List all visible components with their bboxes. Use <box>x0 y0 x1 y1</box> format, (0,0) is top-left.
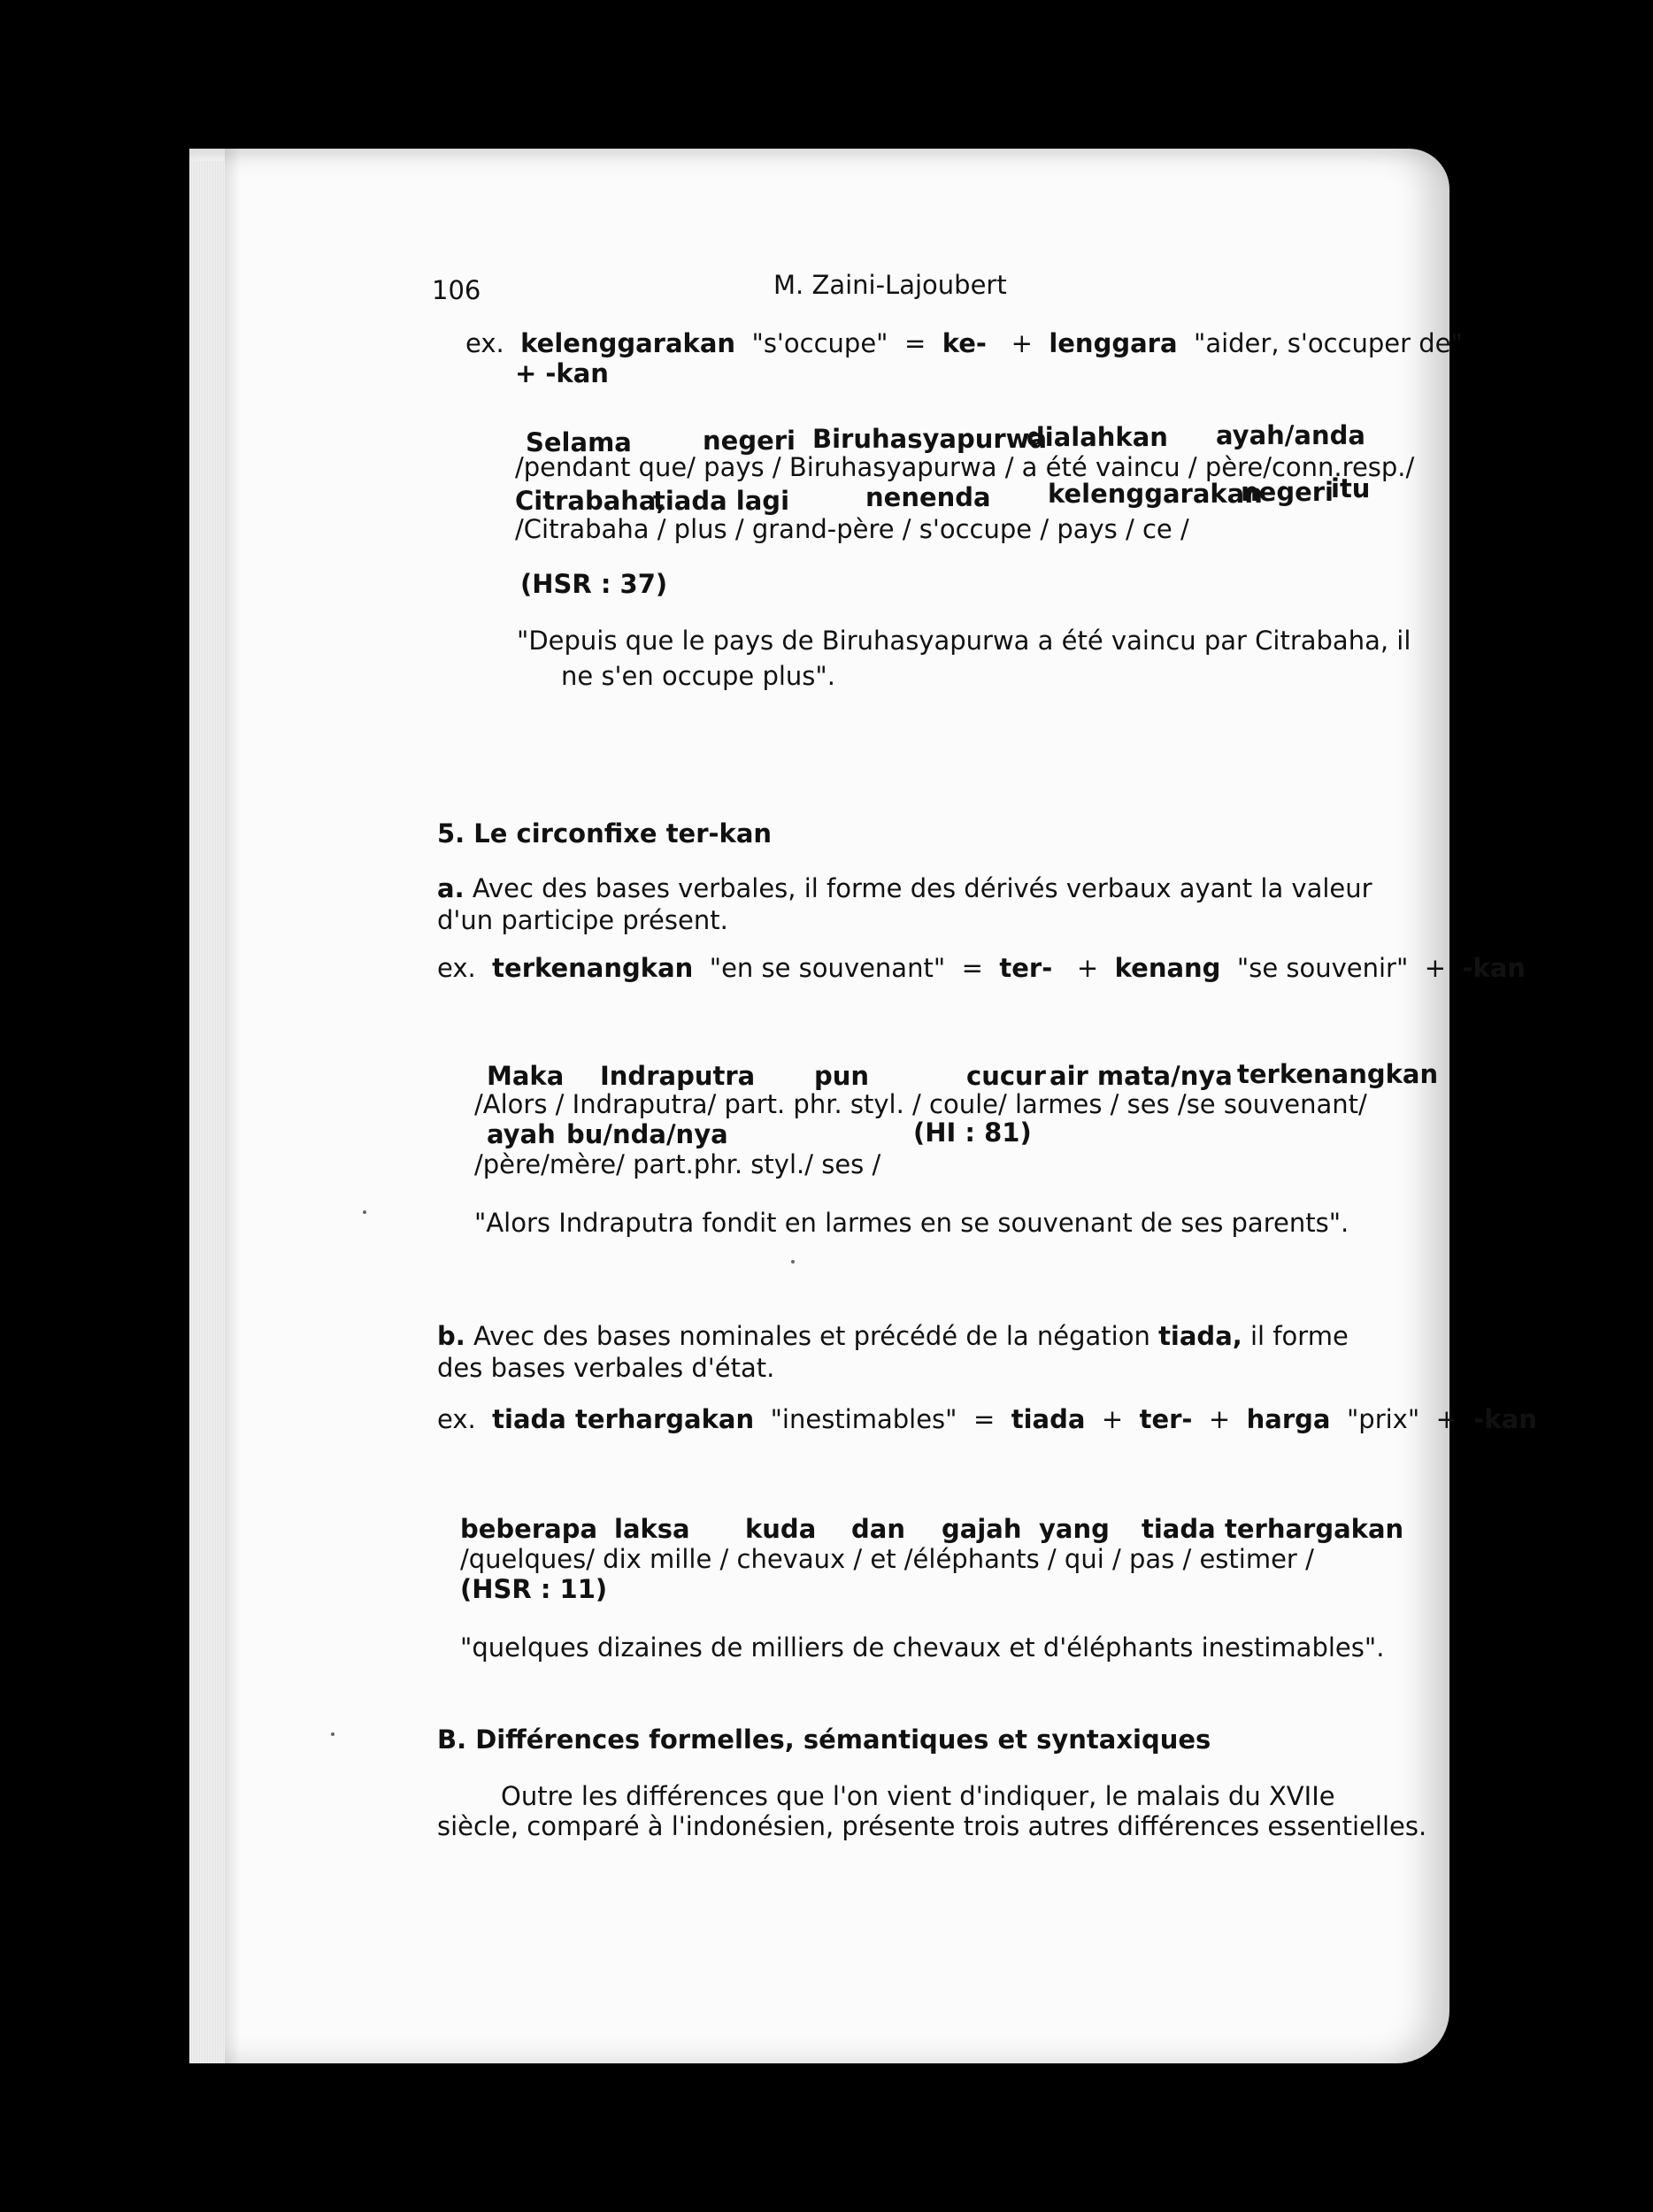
suffix: -kan <box>1473 1404 1537 1434</box>
translation: "Depuis que le pays de Biruhasyapurwa a été vaincu par Citrabaha, il <box>517 626 1411 656</box>
paragraph-line: siècle, comparé à l'indonésien, présente trois autres différences essentielles. <box>437 1811 1427 1841</box>
paragraph-line: des bases verbales d'état. <box>437 1353 775 1383</box>
interlinear-word: kuda <box>745 1514 817 1544</box>
example-line <box>465 328 1463 358</box>
example-gloss: "inestimables" <box>770 1404 957 1434</box>
example-gloss: "en se souvenant" <box>709 953 946 983</box>
paragraph-text: il forme <box>1250 1321 1349 1351</box>
interlinear-word: dan <box>851 1514 905 1544</box>
interlinear-gloss: /père/mère/ part.phr. styl./ ses / <box>474 1149 881 1179</box>
paragraph-text: Avec des bases verbales, il forme des dérivés verbaux ayant la valeur <box>472 873 1372 903</box>
affix: ter- <box>999 953 1053 983</box>
interlinear-word: negeri <box>1241 477 1334 507</box>
interlinear-word: Selama <box>526 427 632 457</box>
translation: "quelques dizaines de milliers de chevaux et d'éléphants inestimables". <box>460 1632 1385 1663</box>
example-gloss: "s'occupe" <box>751 328 888 358</box>
interlinear-word: terhargakan <box>1225 1514 1404 1544</box>
example-word: tiada terhargakan <box>492 1404 755 1434</box>
source-reference: (HI : 81) <box>913 1118 1032 1148</box>
interlinear-word: Maka <box>487 1061 565 1091</box>
book-page <box>189 149 1537 2063</box>
section-heading: B. Différences formelles, sémantiques et syntaxiques <box>437 1724 1211 1755</box>
interlinear-word: Biruhasyapurwa <box>812 424 1048 454</box>
base-gloss: "prix" <box>1346 1404 1420 1434</box>
affix: tiada <box>1011 1404 1086 1434</box>
paragraph-line: Outre les différences que l'on vient d'indiquer, le malais du XVIIe <box>501 1781 1335 1811</box>
interlinear-word: tiada lagi <box>653 486 790 516</box>
base-word: lenggara <box>1049 328 1178 358</box>
translation: "Alors Indraputra fondit en larmes en se souvenant de ses parents". <box>474 1208 1349 1238</box>
affix: ter- <box>1139 1404 1193 1434</box>
equals-sign: = <box>973 1404 996 1434</box>
base-gloss: "se souvenir" <box>1236 953 1409 983</box>
interlinear-word: laksa <box>614 1514 690 1544</box>
interlinear-gloss: /Alors / Indraputra/ part. phr. styl. / coule/ larmes / ses /se souvenant/ <box>474 1089 1367 1119</box>
interlinear-word: ayah <box>487 1119 556 1149</box>
section-heading: 5. Le circonfixe ter-kan <box>437 818 773 849</box>
base-gloss: "aider, s'occuper de" <box>1193 328 1463 358</box>
interlinear-word: nenenda <box>865 482 991 512</box>
interlinear-word: itu <box>1331 473 1371 503</box>
source-reference: (HSR : 11) <box>460 1574 608 1604</box>
plus-sign: + <box>1011 328 1033 358</box>
item-label: b. <box>437 1321 465 1351</box>
interlinear-word: Indraputra <box>600 1061 756 1091</box>
equals-sign: = <box>903 328 926 358</box>
example-prefix: ex. <box>437 1404 476 1434</box>
affix: ke- <box>942 328 987 358</box>
plus-sign: + <box>1101 1404 1124 1434</box>
running-head: M. Zaini-Lajoubert <box>773 270 1007 300</box>
page-edges <box>189 161 225 2063</box>
interlinear-word: beberapa <box>460 1514 598 1544</box>
example-prefix: ex. <box>465 328 504 358</box>
interlinear-word: air mata/nya <box>1049 1061 1233 1091</box>
example-prefix: ex. <box>437 953 476 983</box>
paragraph-text: Avec des bases nominales et précédé de la négation <box>473 1321 1150 1351</box>
example-line-2: + -kan <box>515 358 609 388</box>
interlinear-word: negeri <box>703 426 796 456</box>
interlinear-gloss: /Citrabaha / plus / grand-père / s'occupe / pays / ce / <box>515 514 1189 544</box>
suffix: -kan <box>1462 953 1526 983</box>
scan-speck <box>791 1260 795 1263</box>
paragraph-line: d'un participe présent. <box>437 905 728 935</box>
item-label: a. <box>437 873 465 903</box>
interlinear-word: Citrabaha, <box>515 486 666 516</box>
translation: ne s'en occupe plus". <box>561 661 835 691</box>
interlinear-word: kelenggarakan <box>1048 479 1263 509</box>
plus-sign: + <box>1424 953 1447 983</box>
paragraph-line <box>437 873 1372 903</box>
interlinear-word: tiada <box>1142 1514 1216 1544</box>
interlinear-word: cucur <box>966 1061 1046 1091</box>
paragraph-line <box>437 1321 1349 1351</box>
interlinear-word: bu/nda/nya <box>566 1119 728 1149</box>
bold-term: tiada, <box>1158 1321 1242 1351</box>
base-word: kenang <box>1114 953 1221 983</box>
page-number: 106 <box>432 275 481 305</box>
plus-sign: + <box>1208 1404 1231 1434</box>
interlinear-gloss: /pendant que/ pays / Biruhasyapurwa / a été vaincu / père/conn.resp./ <box>515 452 1415 482</box>
interlinear-word: dialahkan <box>1026 422 1168 452</box>
scan-speck <box>363 1210 366 1214</box>
plus-sign: + <box>1076 953 1099 983</box>
interlinear-gloss: /quelques/ dix mille / chevaux / et /éléphants / qui / pas / estimer / <box>460 1544 1314 1574</box>
base-word: harga <box>1246 1404 1331 1434</box>
example-word: terkenangkan <box>492 953 694 983</box>
example-line <box>437 1404 1537 1434</box>
source-reference: (HSR : 37) <box>520 569 668 599</box>
example-word: kelenggarakan <box>520 328 736 358</box>
interlinear-word: ayah/anda <box>1216 420 1365 450</box>
example-line <box>437 953 1526 983</box>
plus-sign: + <box>1435 1404 1457 1434</box>
scan-speck <box>331 1732 334 1736</box>
interlinear-word: pun <box>814 1061 870 1091</box>
interlinear-word: yang <box>1039 1514 1110 1544</box>
interlinear-word: gajah <box>942 1514 1022 1544</box>
interlinear-word: terkenangkan <box>1237 1059 1439 1089</box>
gutter-shadow <box>225 149 241 2063</box>
equals-sign: = <box>961 953 983 983</box>
